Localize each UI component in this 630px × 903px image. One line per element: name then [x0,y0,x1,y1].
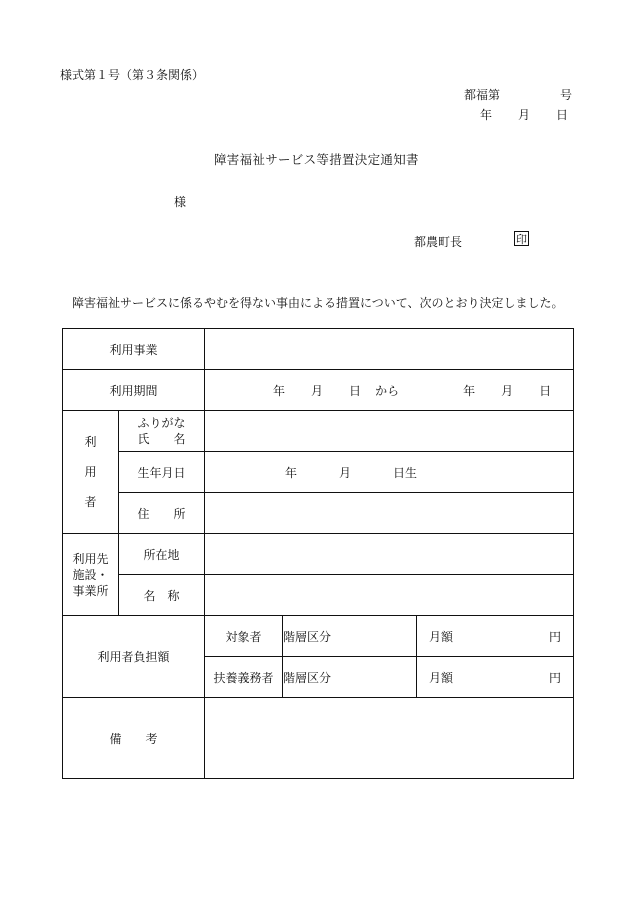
birthdate-label: 生年月日 [119,452,205,493]
document-title: 障害福祉サービス等措置決定通知書 [214,152,419,167]
burden-class-2[interactable]: 階層区分 [283,657,417,698]
birth-month: 月 [339,465,352,480]
period-day2: 日 [539,383,552,398]
row-name [63,411,574,452]
remarks-label: 備 考 [63,698,205,779]
row-address [63,493,574,534]
period-from: から [375,383,400,398]
address-value[interactable] [205,493,574,534]
row-period [63,370,574,411]
facility-group-line-3: 事業所 [72,583,109,598]
date-year: 年 [480,108,493,122]
full-name-label: 氏 名 [137,432,186,446]
user-group-char-2: 用 [84,465,97,479]
burden-who-1: 対象者 [205,616,283,657]
period-day1: 日 [349,383,362,398]
row-location [63,534,574,575]
row-burden-1 [63,616,574,657]
facility-group-line-1: 利用先 [72,551,109,566]
birth-day: 日生 [393,465,418,480]
remarks-value[interactable] [205,698,574,779]
period-year2: 年 [463,383,476,398]
address-label: 住 所 [119,493,205,534]
burden-yen-1: 円 [549,629,562,644]
row-service [63,329,574,370]
burden-who-2: 扶養義務者 [205,657,283,698]
issue-date [480,106,568,123]
location-label: 所在地 [119,534,205,575]
user-group-char-1: 利 [84,435,97,449]
row-birthdate [63,452,574,493]
period-label: 利用期間 [63,370,205,411]
period-month2: 月 [501,383,514,398]
form-number: 様式第１号（第３条関係） [60,68,205,82]
burden-monthly-2[interactable] [417,657,574,698]
row-remarks [63,698,574,779]
addressee-suffix: 様 [174,195,187,209]
facility-group-label [63,534,119,616]
furigana-label: ふりがな [137,416,186,430]
service-label: 利用事業 [63,329,205,370]
burden-monthly-1[interactable] [417,616,574,657]
period-year1: 年 [273,383,286,398]
user-group-label [63,411,119,534]
name-label [119,411,205,452]
facility-name-value[interactable] [205,575,574,616]
issuer-name: 都農町長 [414,235,463,249]
burden-class-1[interactable]: 階層区分 [283,616,417,657]
user-group-char-3: 者 [84,495,97,509]
decision-table [62,328,574,779]
period-value[interactable] [205,370,574,411]
name-value[interactable] [205,411,574,452]
body-text: 障害福祉サービスに係るやむを得ない事由による措置について、次のとおり決定しました。 [72,296,564,310]
date-month: 月 [518,108,531,122]
period-month1: 月 [311,383,324,398]
seal-mark: 印 [516,233,527,246]
location-value[interactable] [205,534,574,575]
document-number [464,86,572,103]
facility-name-label: 名 称 [119,575,205,616]
row-facility-name [63,575,574,616]
date-day: 日 [556,108,569,122]
doc-number-prefix: 都福第 [464,88,501,102]
burden-monthly-label-1: 月額 [429,629,454,644]
service-value[interactable] [205,329,574,370]
birth-year: 年 [285,465,298,480]
doc-number-suffix: 号 [560,88,573,102]
facility-group-line-2: 施設・ [72,567,109,582]
burden-yen-2: 円 [549,670,562,685]
birthdate-value[interactable] [205,452,574,493]
burden-label: 利用者負担額 [63,616,205,698]
burden-monthly-label-2: 月額 [429,670,454,685]
